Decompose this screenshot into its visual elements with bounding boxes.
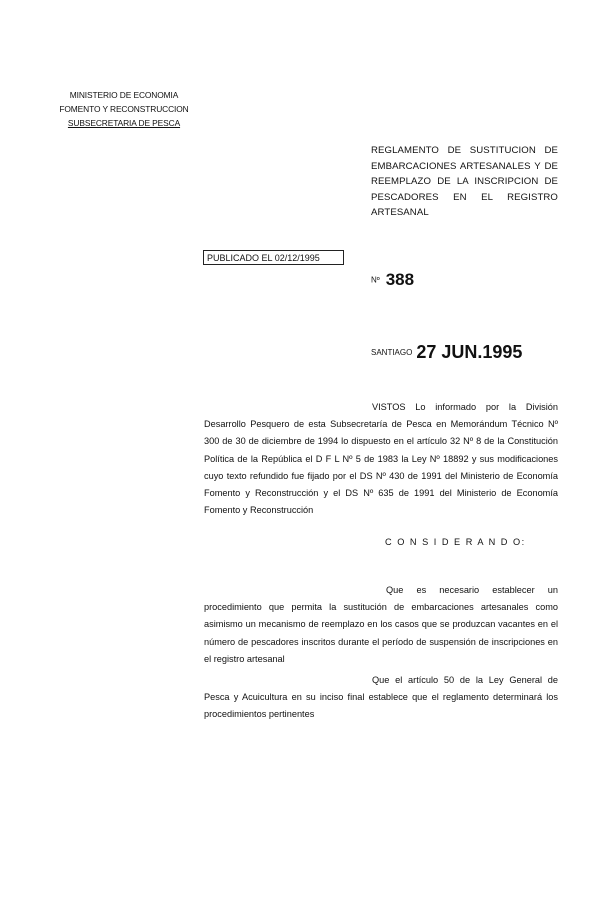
decree-date: [371, 342, 522, 363]
considerando-paragraph-2: [204, 672, 558, 724]
regulation-title: REGLAMENTO DE SUSTITUCION DE EMBARCACIONES ARTESANALES Y DE REEMPLAZO DE LA INSCRIPCION DE PESCADORES EN EL REGISTRO ARTESANAL: [371, 145, 558, 219]
place-label: SANTIAGO: [371, 348, 413, 357]
considerando-heading: C O N S I D E R A N D O:: [385, 537, 526, 547]
decree-number: [371, 270, 414, 290]
ministry-line-3: SUBSECRETARIA DE PESCA: [67, 118, 181, 128]
vistos-paragraph: [204, 399, 558, 519]
ministry-line-2: FOMENTO Y RECONSTRUCCION: [59, 104, 189, 114]
number-value: 388: [385, 270, 415, 289]
considerando-2-text: Que el artículo 50 de la Ley General de Pesca y Acuicultura en su inciso final establece que el reglamento determinará los procedimientos pertinentes: [204, 675, 558, 720]
published-stamp: PUBLICADO EL 02/12/1995: [203, 250, 344, 265]
vistos-text: VISTOS Lo informado por la División Desarrollo Pesquero de esta Subsecretaría de Pesca en Memorándum Técnico Nº 300 de 30 de diciembre de 1994 lo dispuesto en el artículo 32 Nº 8 de la Constitución Política de la República el D F L Nº 5 de 1983 la Ley Nº 18892 y sus modificaciones cuyo texto refundido fue fijado por el DS Nº 430 de 1991 del Ministerio de Economía Fomento y Reconstrucción y el DS Nº 635 de 1991 del Ministerio de Economía Fomento y Reconstrucción: [204, 402, 558, 516]
considerando-1-text: Que es necesario establecer un procedimiento que permita la sustitución de embarcaciones artesanales como asimismo un mecanismo de reemplazo en los casos que se produzcan vacantes en el número de pescadores inscritos durante el período de suspensión de inscripciones en el registro artesanal: [204, 585, 558, 664]
ministry-header: [54, 88, 194, 130]
ministry-line-1: MINISTERIO DE ECONOMIA: [69, 90, 179, 100]
number-label: Nº: [371, 275, 380, 285]
date-value: 27 JUN.1995: [416, 342, 523, 362]
considerando-paragraph-1: [204, 582, 558, 668]
